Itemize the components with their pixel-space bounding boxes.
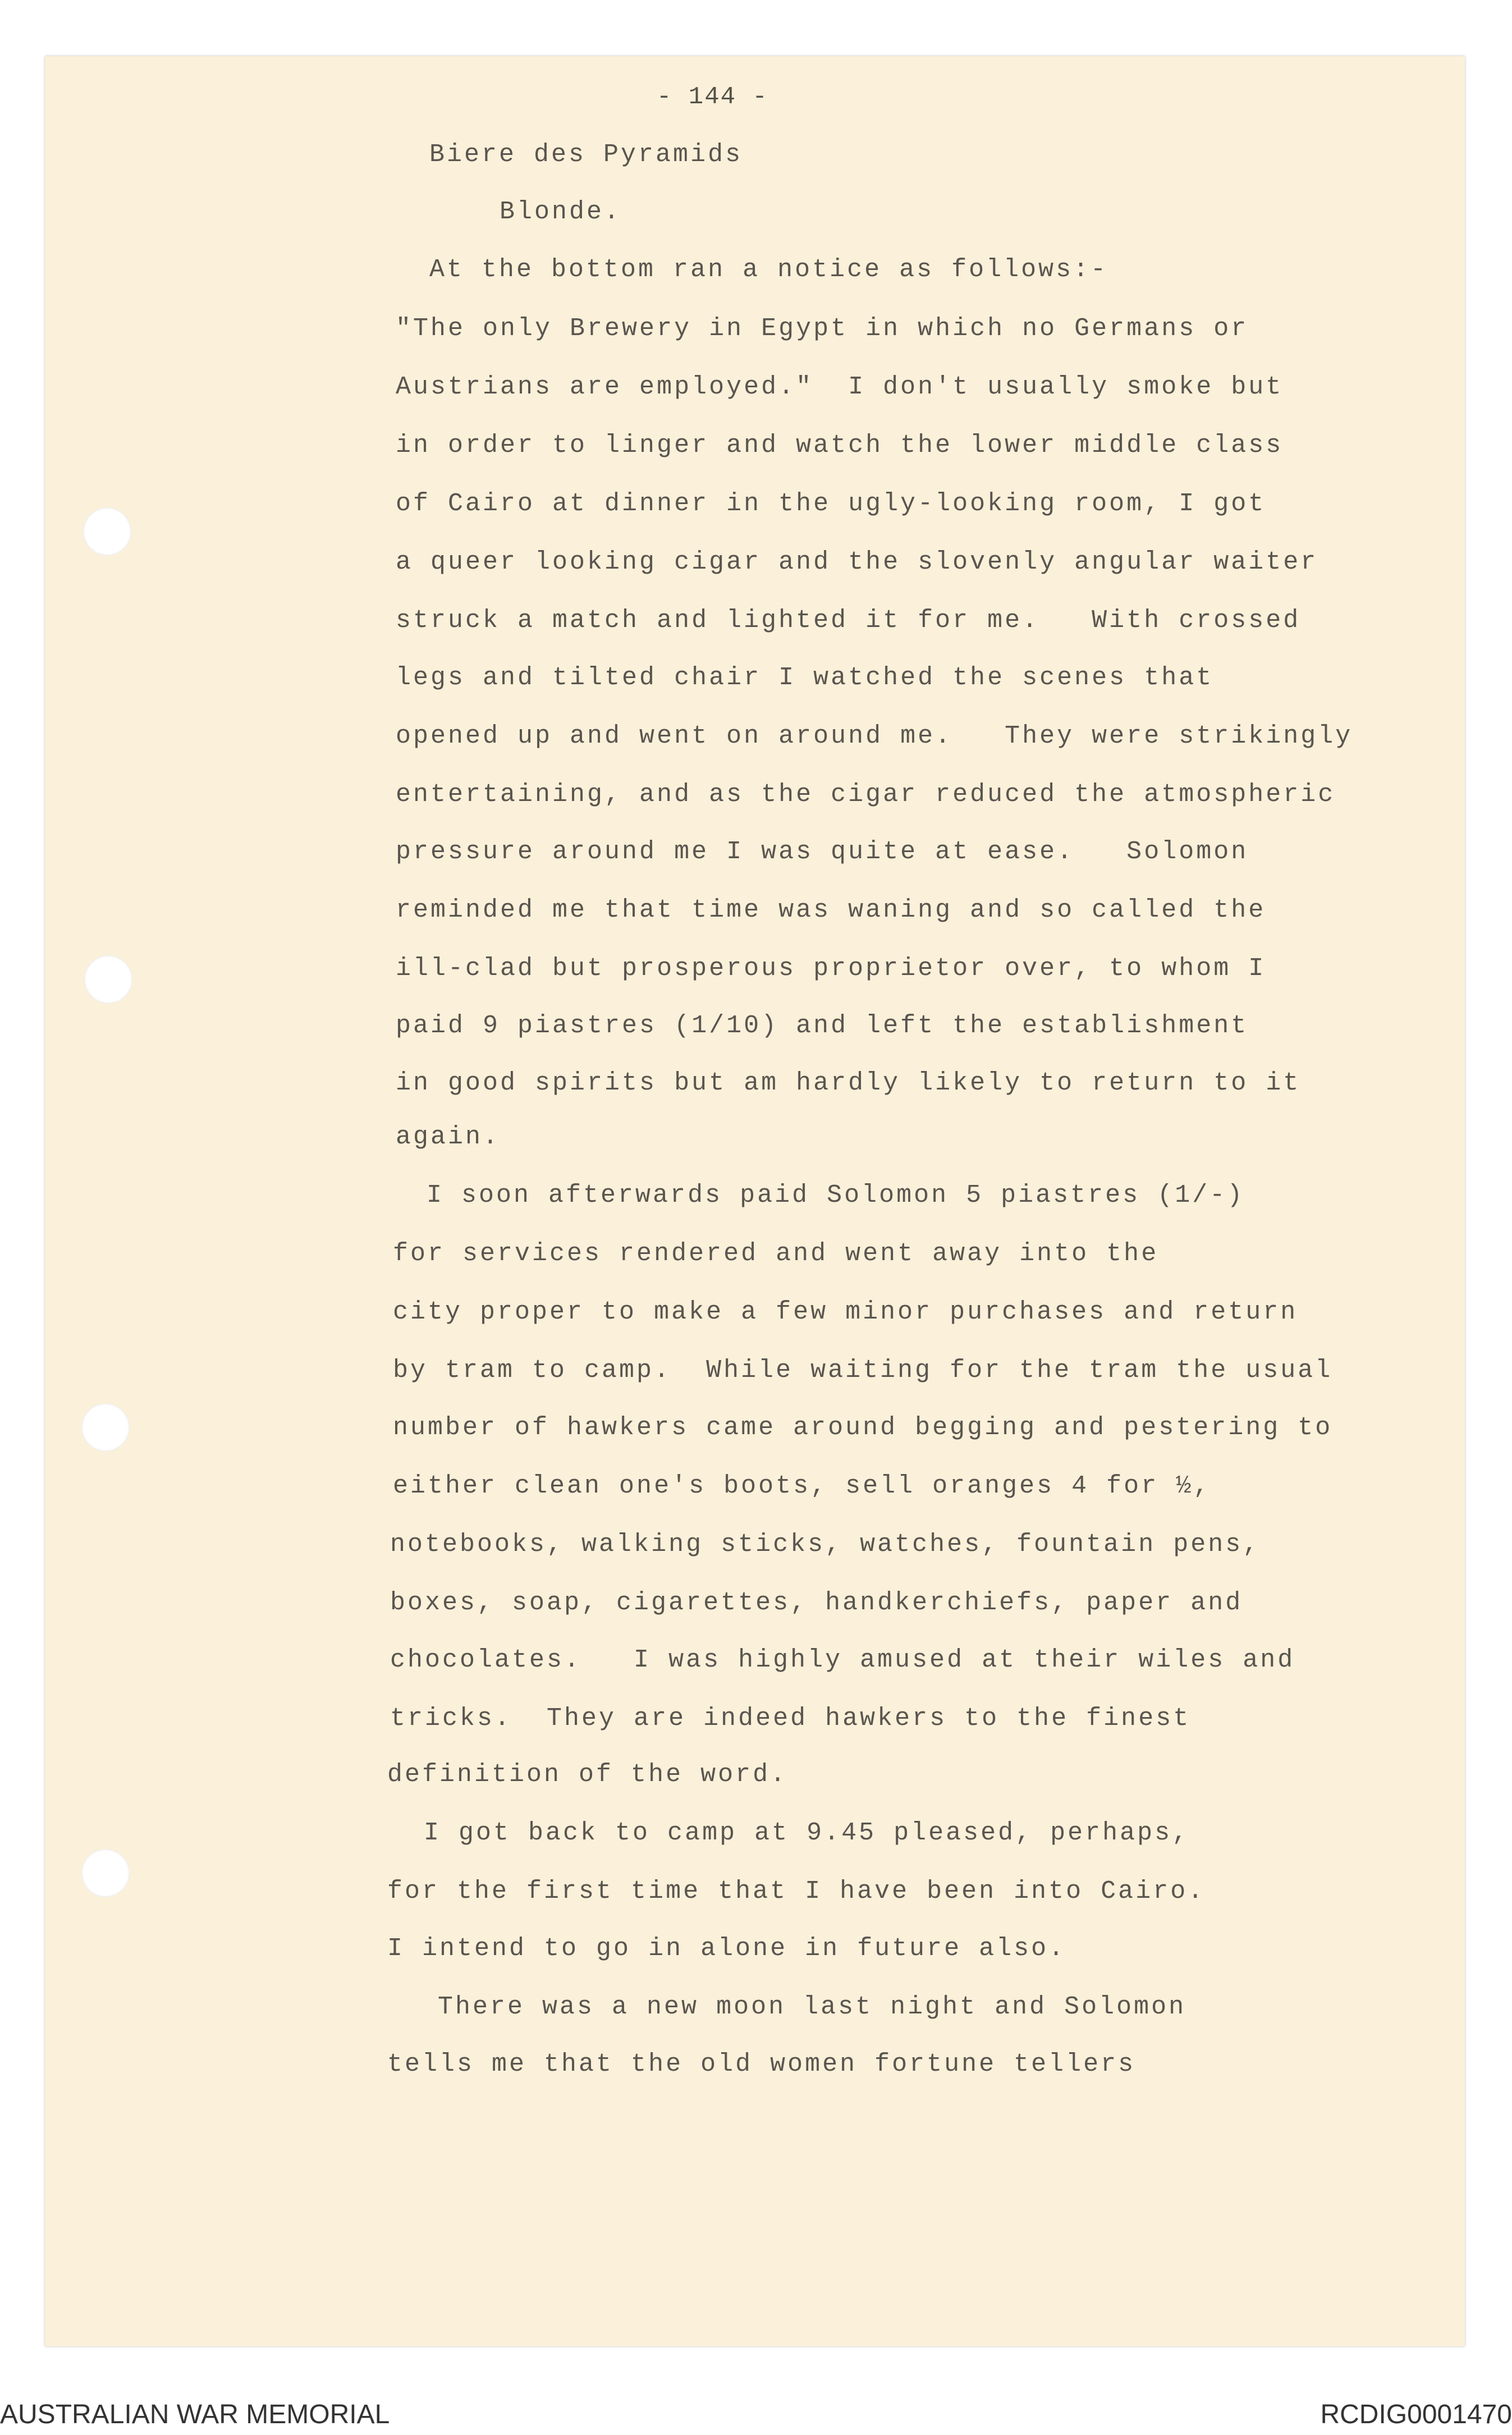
punch-hole xyxy=(81,1849,130,1897)
text-line: I got back to camp at 9.45 pleased, perhaps, xyxy=(424,1819,1190,1847)
page-number: - 144 - xyxy=(657,83,768,111)
footer-record-id: RCDIG0001470 xyxy=(1320,2400,1512,2429)
text-line: in order to linger and watch the lower middle class xyxy=(396,431,1284,460)
text-line: again. xyxy=(396,1123,501,1151)
text-line: opened up and went on around me. They were strikingly xyxy=(396,722,1353,750)
text-line: by tram to camp. While waiting for the tram the usual xyxy=(393,1356,1333,1385)
text-line: struck a match and lighted it for me. With crossed xyxy=(396,606,1301,635)
punch-hole xyxy=(81,1403,130,1452)
text-line: either clean one's boots, sell oranges 4 for ½, xyxy=(393,1472,1211,1500)
text-line: I soon afterwards paid Solomon 5 piastres (1/-) xyxy=(427,1181,1245,1210)
footer-archive-name: AUSTRALIAN WAR MEMORIAL xyxy=(0,2400,390,2429)
text-line: At the bottom ran a notice as follows:- xyxy=(429,255,1108,284)
text-line: Blonde. xyxy=(500,198,622,226)
text-line: There was a new moon last night and Solomon xyxy=(438,1993,1186,2021)
text-line: of Cairo at dinner in the ugly-looking room, I got xyxy=(396,489,1266,518)
text-line: in good spirits but am hardly likely to return to it xyxy=(396,1069,1301,1097)
text-line: "The only Brewery in Egypt in which no Germans or xyxy=(396,314,1249,343)
punch-hole xyxy=(83,507,131,556)
text-line: a queer looking cigar and the slovenly angular waiter xyxy=(396,548,1318,576)
text-line: for services rendered and went away into the xyxy=(393,1239,1159,1268)
text-line: number of hawkers came around begging and pestering to xyxy=(393,1413,1333,1442)
text-line: reminded me that time was waning and so called the xyxy=(396,896,1266,924)
text-line: for the first time that I have been into Cairo. xyxy=(387,1877,1206,1906)
text-line: entertaining, and as the cigar reduced the atmospheric xyxy=(396,780,1336,809)
text-line: I intend to go in alone in future also. xyxy=(387,1934,1066,1963)
text-line: definition of the word. xyxy=(387,1760,788,1789)
text-line: chocolates. I was highly amused at their wiles and xyxy=(390,1646,1295,1674)
text-line: paid 9 piastres (1/10) and left the establishment xyxy=(396,1011,1249,1040)
text-line: city proper to make a few minor purchases and return xyxy=(393,1298,1298,1326)
punch-hole xyxy=(84,955,132,1004)
text-line: pressure around me I was quite at ease. Solomon xyxy=(396,837,1249,866)
text-line: tricks. They are indeed hawkers to the finest xyxy=(390,1704,1191,1733)
text-line: ill-clad but prosperous proprietor over, to whom I xyxy=(396,954,1266,983)
text-line: Austrians are employed." I don't usually smoke but xyxy=(396,373,1284,401)
text-line: Biere des Pyramids xyxy=(429,140,743,169)
text-line: notebooks, walking sticks, watches, fountain pens, xyxy=(390,1530,1261,1559)
text-line: boxes, soap, cigarettes, handkerchiefs, paper and xyxy=(390,1589,1243,1617)
text-line: tells me that the old women fortune tellers xyxy=(387,2050,1136,2079)
text-line: legs and tilted chair I watched the scenes that xyxy=(396,663,1214,692)
